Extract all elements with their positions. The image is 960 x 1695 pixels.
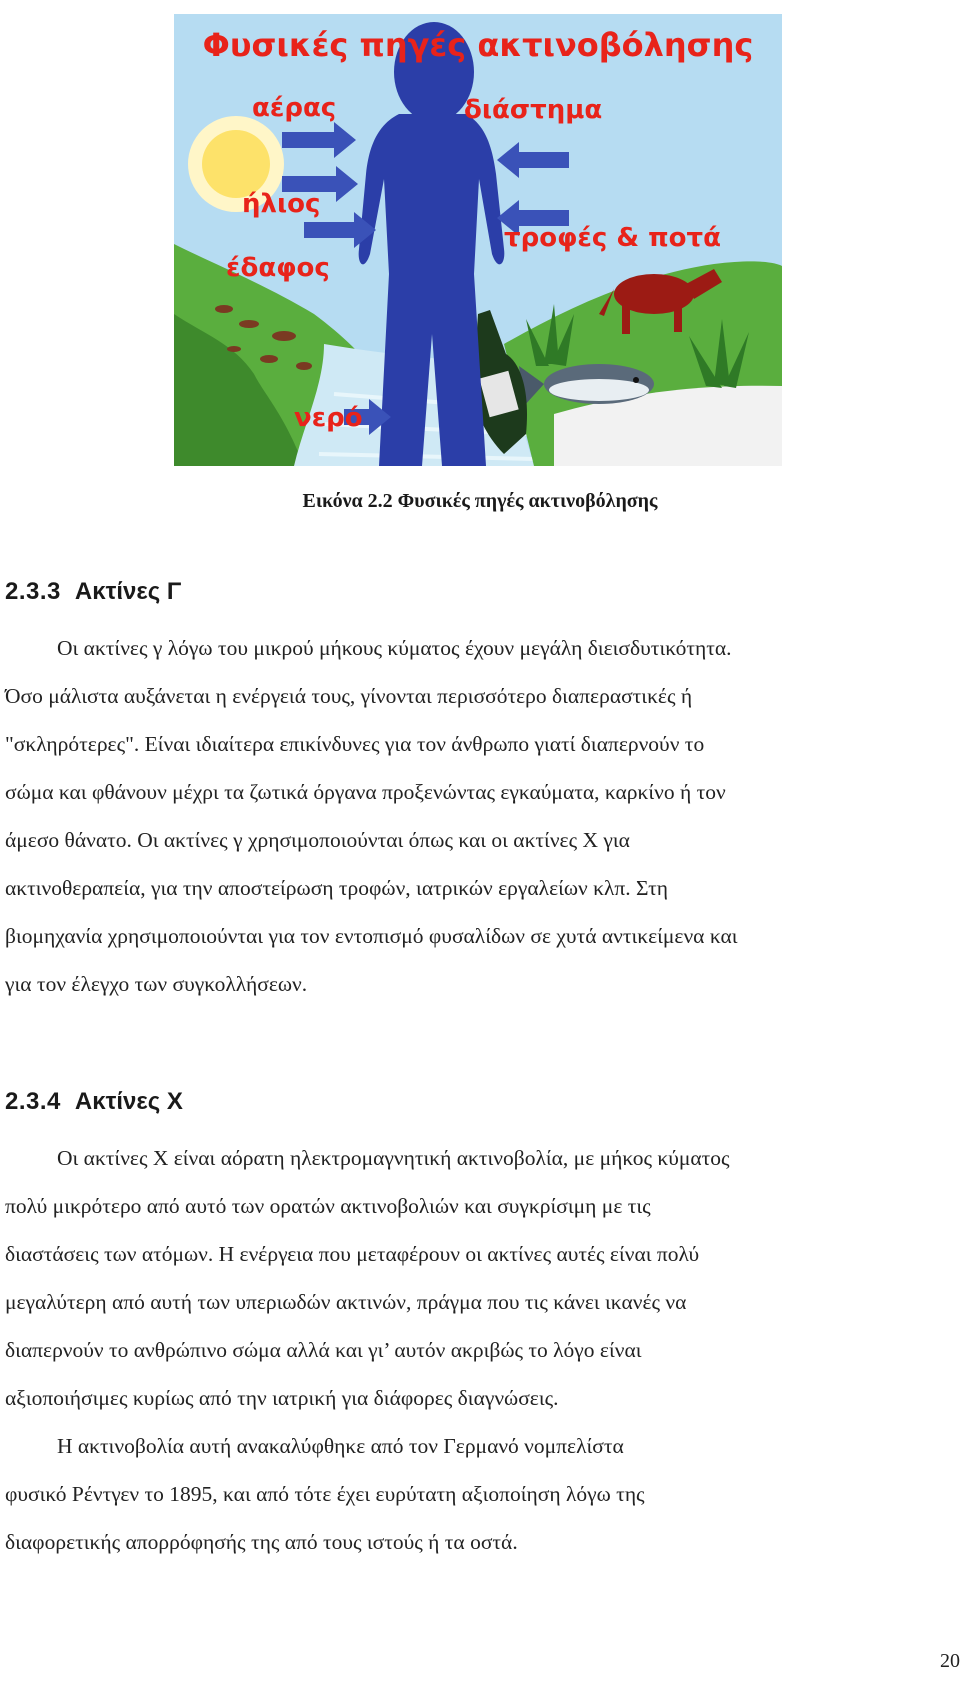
section-233-paragraph bbox=[5, 624, 953, 1008]
label-sun: ήλιος bbox=[242, 189, 321, 219]
label-food: τροφές & ποτά bbox=[504, 223, 721, 253]
label-water: νερό bbox=[294, 403, 363, 433]
text-line: αξιοποιήσιμες κυρίως από την ιατρική για διάφορες διαγνώσεις. bbox=[5, 1386, 559, 1410]
label-soil: έδαφος bbox=[226, 253, 330, 283]
section-233-heading bbox=[5, 578, 181, 606]
text-line: για τον έλεγχο των συγκολλήσεων. bbox=[5, 972, 308, 996]
section-title: Ακτίνες Χ bbox=[74, 1088, 183, 1115]
label-space: διάστημα bbox=[464, 95, 603, 125]
text-line: Όσο μάλιστα αυξάνεται η ενέργειά τους, γίνονται περισσότερο διαπεραστικές ή bbox=[5, 684, 693, 708]
text-line: σώμα και φθάνουν μέχρι τα ζωτικά όργανα προξενώντας εγκαύματα, καρκίνο ή τον bbox=[5, 780, 726, 804]
text-line: Οι ακτίνες γ λόγω του μικρού μήκους κύματος έχουν μεγάλη διεισδυτικότητα. bbox=[57, 636, 732, 660]
text-line: διαπερνούν το ανθρώπινο σώμα αλλά και γι’ αυτόν ακριβώς το λόγο είναι bbox=[5, 1338, 642, 1362]
label-air: αέρας bbox=[252, 93, 337, 123]
text-line: φυσικό Ρέντγεν το 1895, και από τότε έχει ευρύτατη αξιοποίηση λόγω της bbox=[5, 1482, 645, 1506]
radiation-sources-figure bbox=[174, 14, 782, 466]
page-number: 20 bbox=[940, 1650, 960, 1672]
text-line: Η ακτινοβολία αυτή ανακαλύφθηκε από τον Γερμανό νομπελίστα bbox=[57, 1434, 624, 1458]
text-line: Οι ακτίνες Χ είναι αόρατη ηλεκτρομαγνητική ακτινοβολία, με μήκος κύματος bbox=[57, 1146, 730, 1170]
text-line: "σκληρότερες". Είναι ιδιαίτερα επικίνδυνες για τον άνθρωπο γιατί διαπερνούν το bbox=[5, 732, 705, 756]
figure-title: Φυσικές πηγές ακτινοβόλησης bbox=[202, 26, 754, 64]
text-line: άμεσο θάνατο. Οι ακτίνες γ χρησιμοποιούνται όπως και οι ακτίνες X για bbox=[5, 828, 630, 852]
figure-caption: Εικόνα 2.2 Φυσικές πηγές ακτινοβόλησης bbox=[302, 490, 658, 512]
text-line: διαφορετικής απορρόφησής της από τους ιστούς ή τα οστά. bbox=[5, 1530, 518, 1554]
section-title: Ακτίνες Γ bbox=[74, 578, 182, 605]
text-line: βιομηχανία χρησιμοποιούνται για τον εντοπισμό φυσαλίδων σε χυτά αντικείμενα και bbox=[5, 924, 738, 948]
text-line: διαστάσεις των ατόμων. Η ενέργεια που μεταφέρουν οι ακτίνες αυτές είναι πολύ bbox=[5, 1242, 700, 1266]
section-234-paragraph bbox=[5, 1134, 953, 1566]
text-line: ακτινοθεραπεία, για την αποστείρωση τροφών, ιατρικών εργαλείων κλπ. Στη bbox=[5, 876, 669, 900]
text-line: μεγαλύτερη από αυτή των υπεριωδών ακτινών, πράγμα που τις κάνει ικανές να bbox=[5, 1290, 687, 1314]
section-234-heading bbox=[5, 1088, 183, 1116]
section-number: 2.3.3 bbox=[5, 578, 61, 605]
text-line: πολύ μικρότερο από αυτό των ορατών ακτινοβολιών και συγκρίσιμη με τις bbox=[5, 1194, 651, 1218]
section-number: 2.3.4 bbox=[5, 1088, 61, 1115]
radiation-sources-illustration bbox=[174, 14, 782, 466]
